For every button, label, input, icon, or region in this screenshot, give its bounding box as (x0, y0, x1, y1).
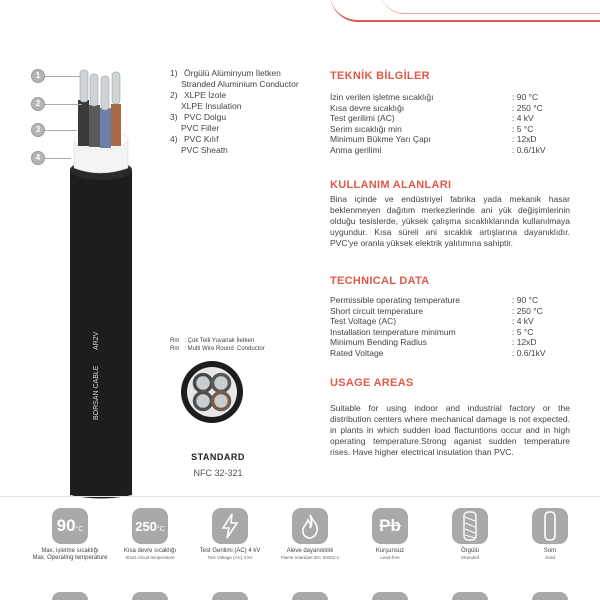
callout-1: 1 (31, 69, 45, 83)
cable-print-type: AR2V (93, 331, 100, 350)
spec-value: : 0.6/1kV (512, 347, 546, 358)
spec-value: : 4 kV (512, 316, 534, 326)
spec-key: Serim sıcaklığı min (330, 123, 402, 134)
short-circuit-250-icon (132, 508, 168, 544)
standard-block (178, 452, 258, 478)
part-tr: XLPE İzole (184, 90, 227, 100)
cable-cross-section (180, 360, 244, 424)
spec-value: : 250 °C (512, 305, 543, 316)
spec-value: : 12xD (512, 134, 537, 144)
callout-4: 4 (31, 151, 45, 165)
feature-caption: Kısa devre sıcaklığı (123, 548, 177, 554)
feature-caption: Max. işletme sıcaklığı Max. Operating temperature (32, 548, 108, 561)
spec-row (330, 295, 570, 306)
spec-row (330, 103, 570, 114)
conductor-legend (170, 337, 265, 353)
spec-row (330, 337, 570, 348)
spec-row (330, 92, 570, 103)
bottom-icons-row (30, 592, 590, 600)
callout-2: 2 (31, 97, 45, 111)
flame-icon (292, 508, 328, 544)
spec-row (330, 348, 570, 359)
callout-3: 3 (31, 123, 45, 137)
standard-code: NFC 32-321 (193, 468, 243, 478)
legend-line-tr: Rm : Çok Telli Yuvarlak İletken (170, 338, 255, 344)
spec-row (330, 124, 570, 135)
spec-key: Minimum Bending Radius (330, 337, 427, 347)
teknik-heading: TEKNİK BİLGİLER (330, 70, 430, 82)
spec-row (330, 145, 570, 156)
part-num: 3) (170, 112, 178, 122)
lightning-icon (212, 508, 248, 544)
spec-key: Test gerilimi (AC) (330, 113, 395, 123)
cable-illustration (60, 60, 170, 500)
spec-value: : 12xD (512, 337, 537, 347)
part-num: 1) (170, 68, 178, 78)
feature-item (30, 508, 110, 562)
technical-section (330, 275, 570, 358)
feature-item (110, 508, 190, 562)
divider (0, 496, 600, 497)
spec-value: : 90 °C (512, 295, 539, 305)
part-tr: PVC Dolgu (184, 112, 227, 122)
feature-icons-row (30, 508, 590, 562)
feature-item (510, 508, 590, 562)
callout-line-1 (45, 76, 80, 77)
spec-value: : 90 °C (512, 92, 539, 102)
usage-heading: USAGE AREAS (330, 377, 414, 389)
spec-key: Minimum Bükme Yarı Çapı (330, 134, 431, 144)
spec-key: Kısa devre sıcaklığı (330, 102, 405, 113)
feature-subcaption: Solid (544, 555, 555, 560)
spec-row (330, 316, 570, 327)
parts-list (170, 68, 299, 156)
partial-icon (372, 592, 408, 600)
decorative-arc-secondary (380, 0, 600, 14)
kullanim-section (330, 179, 570, 249)
feature-subcaption: Lead-free (380, 555, 400, 560)
feature-subcaption: Test Voltage (AC) 4 kV (207, 555, 253, 560)
part-en: Stranded Aluminium Conductor (181, 79, 299, 89)
standard-title: STANDARD (191, 452, 245, 462)
spec-key: Short circuit temperature (330, 305, 424, 316)
feature-caption: Aleve dayanıklılık (286, 548, 334, 554)
feature-subcaption: Stranded (460, 555, 480, 560)
kullanim-text: Bina içinde ve endüstriyel fabrika yada mekanik hasar beklenmeyen dağıtım merkezlerinde ani yük değişimlerinin olduğu tesislerde, yüksek çalışma sıcaklıklarında kullanılmaya uygundur. Kısa süreli ani sıcaklık artışlarına dayanıklıdır. PVC'ye oranla yüksek elektrik yalıtımına sahiptir. (330, 194, 570, 248)
icon-glyph: 90 (56, 516, 76, 535)
spec-value: : 5 °C (512, 326, 534, 337)
solid-icon (532, 508, 568, 544)
spec-row (330, 306, 570, 317)
spec-row (330, 113, 570, 124)
technical-spec-table (330, 295, 570, 358)
feature-caption: Kurşunsuz (375, 548, 405, 554)
spec-key: Rated Voltage (330, 347, 384, 358)
stranded-icon (452, 508, 488, 544)
spec-row (330, 327, 570, 338)
teknik-section (330, 70, 570, 155)
partial-icon (452, 592, 488, 600)
partial-icon (132, 592, 168, 600)
spec-value: : 5 °C (512, 123, 534, 134)
spec-value: : 0.6/1kV (512, 144, 546, 155)
partial-icon (52, 592, 88, 600)
spec-key: Permissible operating temperature (330, 295, 460, 305)
icon-unit: °C (156, 525, 165, 533)
feature-caption: Örgülü (460, 548, 479, 554)
part-num: 2) (170, 90, 178, 100)
feature-caption: Som (543, 548, 557, 554)
cable-print-brand: BORSAN CABLE (93, 365, 100, 420)
spec-value: : 4 kV (512, 113, 534, 123)
feature-item (350, 508, 430, 562)
part-en: PVC Filler (181, 123, 220, 133)
feature-subcaption: Flame retardant IEC 60332-1 (280, 555, 340, 560)
part-tr: PVC Kılıf (184, 134, 219, 144)
spec-row (330, 134, 570, 145)
spec-key: Installation temperature minimum (330, 326, 456, 337)
part-num: 4) (170, 134, 178, 144)
teknik-spec-table (330, 92, 570, 155)
part-en: PVC Sheath (181, 145, 228, 155)
partial-icon (212, 592, 248, 600)
feature-caption: Test Gerilimi (AC) 4 kV (199, 548, 261, 554)
partial-icon (532, 592, 568, 600)
part-tr: Örgülü Alüminyum İletken (184, 68, 281, 78)
spec-key: Test Voltage (AC) (330, 316, 397, 326)
feature-subcaption: Short circuit temperature (125, 555, 175, 560)
usage-text: Suitable for using indoor and industrial factory or the distribution centers where mechanical damage is not expected. in plants in which sudden load flactuntions occur and in high operating temperature.Strong aganist sudden temperature rises. Have higher electrical insulation than PVC. (330, 403, 570, 457)
callout-line-4 (45, 158, 71, 159)
icon-glyph: Pb (379, 516, 401, 535)
feature-item (430, 508, 510, 562)
legend-line-en: Rm : Multi Wire Round Conductor (170, 346, 265, 352)
temperature-90-icon (52, 508, 88, 544)
partial-icon (292, 592, 328, 600)
technical-heading: TECHNICAL DATA (330, 275, 430, 287)
callout-line-3 (45, 130, 77, 131)
feature-item (270, 508, 350, 562)
icon-unit: °C (75, 525, 84, 533)
spec-value: : 250 °C (512, 102, 543, 113)
lead-free-icon (372, 508, 408, 544)
spec-key: İzin verilen işletme sıcaklığı (330, 92, 434, 102)
usage-section (330, 377, 570, 458)
part-en: XLPE Insulation (181, 101, 242, 111)
spec-key: Anma gerilimi (330, 144, 382, 155)
feature-item (190, 508, 270, 562)
callout-line-2 (45, 104, 82, 105)
icon-glyph: 250 (135, 518, 157, 534)
kullanim-heading: KULLANIM ALANLARI (330, 179, 452, 191)
